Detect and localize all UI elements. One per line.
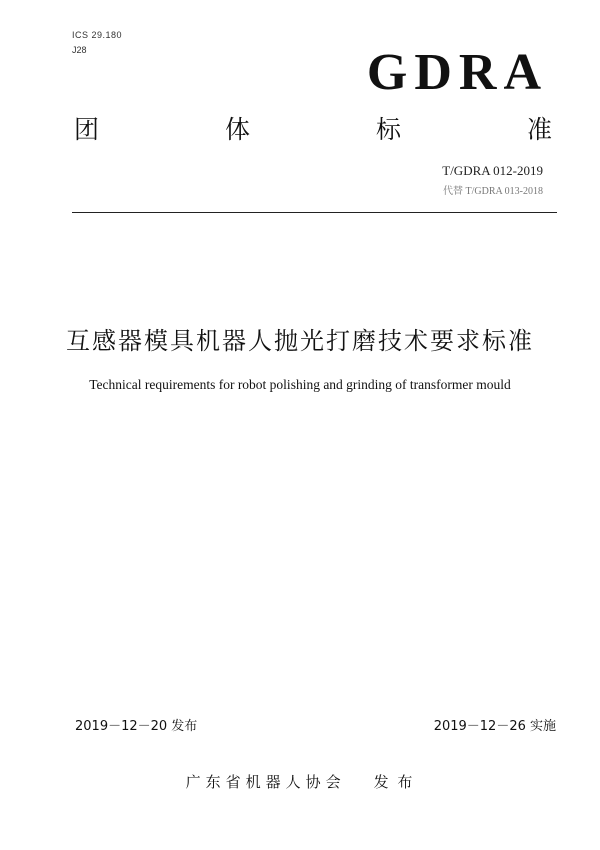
gdra-logo: GDRA [366,44,548,101]
ccs-code: J28 [72,45,87,55]
publisher-org: 广东省机器人协会 [185,773,346,791]
category-char: 体 [224,115,250,144]
publish-date: 2019－12－20 发布 [75,719,198,734]
category-char: 团 [74,115,100,144]
replaces-standard: 代替 T/GDRA 013-2018 [443,186,543,197]
document-title-en: Technical requirements for robot polishing and grinding of transformer mould [89,377,511,392]
publisher-line [0,772,600,792]
category-char: 准 [526,115,552,144]
document-title-zh: 互感器模具机器人抛光打磨技术要求标准 [66,327,534,355]
implement-date: 2019－12－26 实施 [433,719,556,734]
ics-code: ICS 29.180 [72,30,123,40]
header-divider [72,212,557,213]
publisher-action: 发 布 [373,773,415,791]
category-char: 标 [375,115,401,144]
standard-category [74,114,552,146]
standard-number: T/GDRA 012-2019 [442,163,543,178]
